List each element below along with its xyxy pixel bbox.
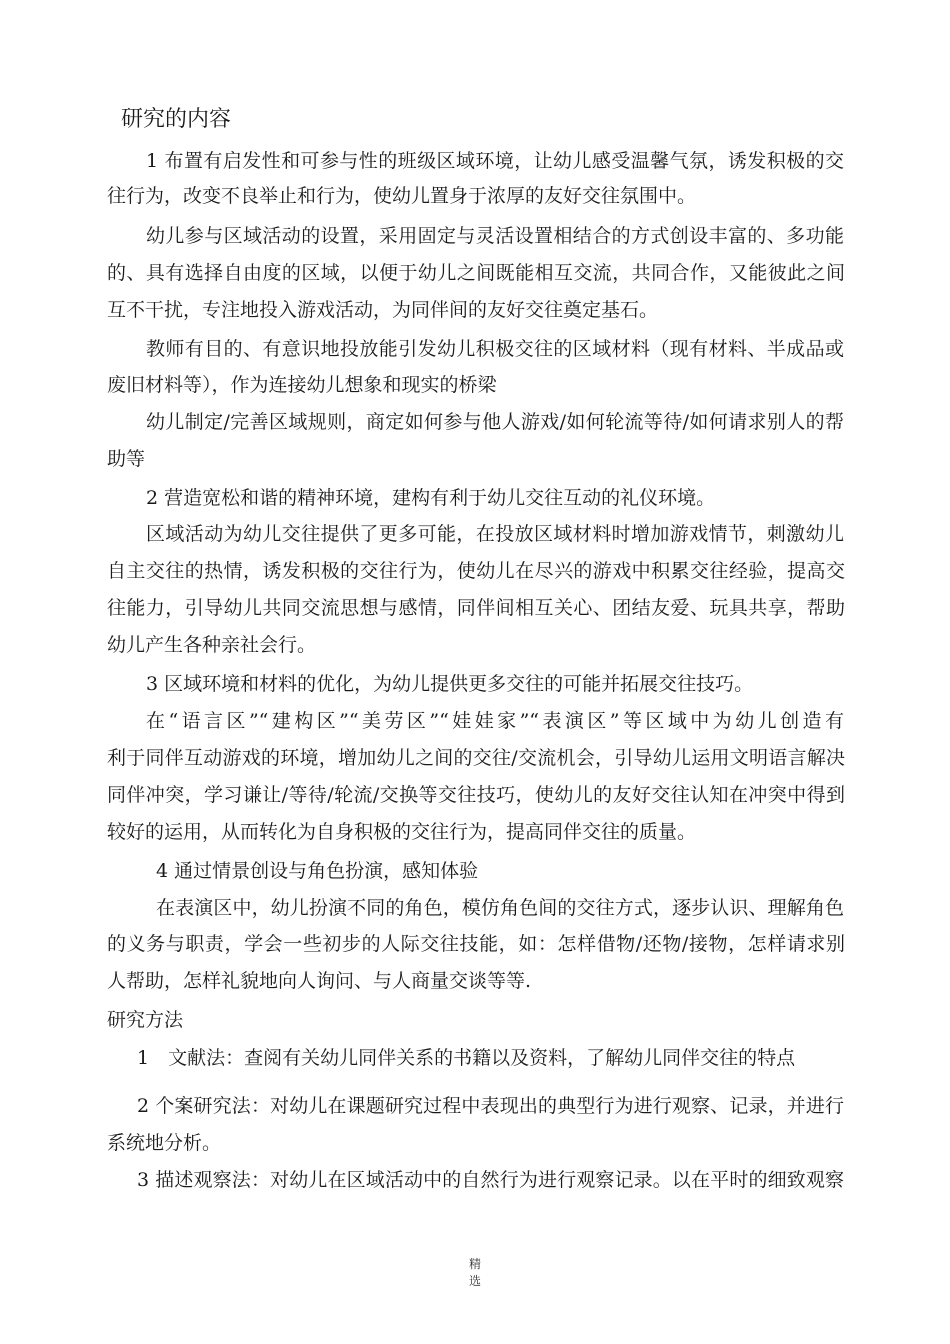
paragraph-line: 区域活动为幼儿交往提供了更多可能，在投放区域材料时增加游戏情节，刺激幼儿 <box>146 523 844 545</box>
paragraph-line: 废旧材料等），作为连接幼儿想象和现实的桥梁 <box>107 374 497 396</box>
paragraph-line: 幼儿制定/完善区域规则，商定如何参与他人游戏/如何轮流等待/如何请求别人的帮 <box>146 411 844 433</box>
section-heading-methods: 研究方法 <box>107 1009 184 1031</box>
paragraph-line: 互不干扰，专注地投入游戏活动，为同伴间的友好交往奠定基石。 <box>107 299 659 321</box>
footer-char: 精 <box>468 1257 481 1271</box>
paragraph-line: 较好的运用，从而转化为自身积极的交往行为，提高同伴交往的质量。 <box>107 821 697 843</box>
paragraph-line: 同伴冲突，学习谦让/等待/轮流/交换等交往技巧，使幼儿的友好交往认知在冲突中得到 <box>107 784 845 806</box>
paragraph-line: 1 文献法：查阅有关幼儿同伴关系的书籍以及资料，了解幼儿同伴交往的特点 <box>137 1047 796 1069</box>
paragraph-line: 助等 <box>107 448 146 470</box>
paragraph-line: 幼儿产生各种亲社会行。 <box>107 634 317 656</box>
page-footer <box>462 1256 488 1290</box>
paragraph-line: 的义务与职责，学会一些初步的人际交往技能，如：怎样借物/还物/接物，怎样请求别 <box>107 933 845 955</box>
paragraph-line: 2 个案研究法：对幼儿在课题研究过程中表现出的典型行为进行观察、记录，并进行 <box>137 1095 844 1117</box>
paragraph-line: 幼儿参与区域活动的设置，采用固定与灵活设置相结合的方式创设丰富的、多功能 <box>146 225 844 247</box>
paragraph-line: 在“语言区”“建构区”“美劳区”“娃娃家”“表演区”等区域中为幼儿创造有 <box>146 710 844 732</box>
paragraph-line: 在表演区中，幼儿扮演不同的角色，模仿角色间的交往方式，逐步认识、理解角色 <box>156 897 844 919</box>
paragraph-line: 的、具有选择自由度的区域，以便于幼儿之间既能相互交流，共同合作，又能彼此之间 <box>107 262 845 284</box>
paragraph-line: 往能力，引导幼儿共同交流思想与感情，同伴间相互关心、团结友爱、玩具共享，帮助 <box>107 597 845 619</box>
paragraph-line: 系统地分析。 <box>107 1132 222 1154</box>
paragraph-line: 1 布置有启发性和可参与性的班级区域环境，让幼儿感受温馨气氛，诱发积极的交 <box>146 150 844 172</box>
section-heading-content: 研究的内容 <box>121 107 232 132</box>
subsection-heading: 3 区域环境和材料的优化，为幼儿提供更多交往的可能并拓展交往技巧。 <box>146 673 754 695</box>
paragraph-line: 往行为，改变不良举止和行为，使幼儿置身于浓厚的友好交往氛围中。 <box>107 185 697 207</box>
paragraph-line: 3 描述观察法：对幼儿在区域活动中的自然行为进行观察记录。以在平时的细致观察 <box>137 1169 844 1191</box>
paragraph-line: 利于同伴互动游戏的环境，增加幼儿之间的交往/交流机会，引导幼儿运用文明语言解决 <box>107 747 845 769</box>
paragraph-line: 自主交往的热情，诱发积极的交往行为，使幼儿在尽兴的游戏中积累交往经验，提高交 <box>107 560 845 582</box>
paragraph-line: 教师有目的、有意识地投放能引发幼儿积极交往的区域材料（现有材料、半成品或 <box>146 338 844 360</box>
footer-char: 选 <box>468 1274 481 1288</box>
subsection-heading: 2 营造宽松和谐的精神环境，建构有利于幼儿交往互动的礼仪环境。 <box>146 487 716 509</box>
paragraph-line: 人帮助，怎样礼貌地向人询问、与人商量交谈等等. <box>107 970 532 992</box>
subsection-heading: 4 通过情景创设与角色扮演，感知体验 <box>156 860 479 882</box>
